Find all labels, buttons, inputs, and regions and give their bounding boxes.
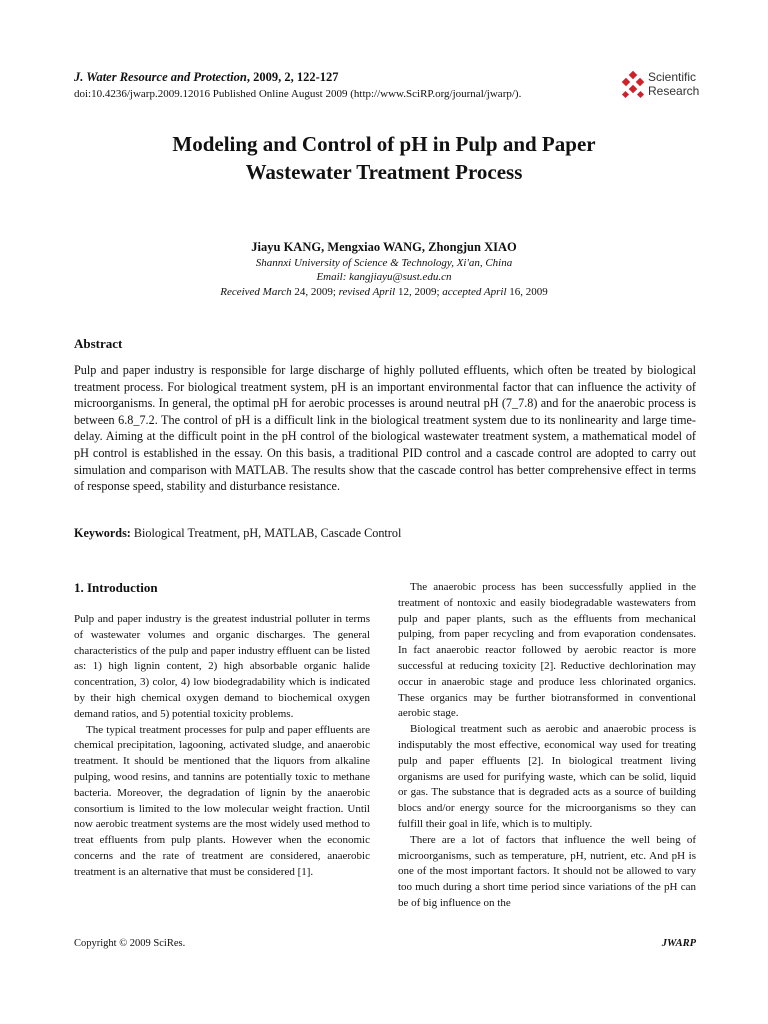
email: Email: kangjiayu@sust.edu.cn [316,271,452,283]
paragraph: There are a lot of factors that influence the well being of microorganisms, such as temperature, pH, nutrient, etc. And pH is one of the most important factors. It should not be allowed to vary too much during a short time period since variations of the pH can be of big influence on the [398,833,696,909]
title-line-1: Modeling and Control of pH in Pulp and Paper [172,132,596,156]
paragraph: Biological treatment such as aerobic and anaerobic process is indisputably the most effective, economical way used for treating pulp and paper effluents [2]. In biological treatment living organisms are used for purifying waste, which can be solid, liquid or gas. The substance that is degraded acts as a source of building blocs and/or energy source for the microorganisms so they can fulfill their goal in life, which is to multiply. [398,723,696,830]
right-column [398,580,696,912]
keywords-label: Keywords: [74,526,131,540]
paragraph: The anaerobic process has been successfully applied in the treatment of nontoxic and easily biodegradable wastewaters from pulp and paper plants, such as the effluents from mechanical pulping, from paper recycling and from evaporation condensates. In fact anaerobic reactor followed by aerobic reactor is more successful at reducing toxicity [2]. Reductive dechlorination may occur in anaerobic stage and produce less chlorinated organics. These organics may be further biotransformed in conventional aerobic stage. [398,581,696,720]
scientific-research-logo [620,70,710,102]
abstract-body: Pulp and paper industry is responsible for large discharge of highly polluted effluents, which often be treated by biological treatment process. For biological treatment system, pH is an important environmental factor that can influence the activity of microorganisms. In general, the optimal pH for aerobic processes is around neutral pH (7_7.8) and for the anaerobic process is between 6.8_7.2. The control of pH is a difficult link in the biological treatment system due to its nonlinearity and large time-delay. Aiming at the difficult point in the pH control of the biological wastewater treatment system, a mathematical model of pH control is established in the essay. On this basis, a traditional PID control and a cascade control are adopted to carry out simulation and comparison with MATLAB. The results show that the cascade control has better comprehensive effect in terms of response speed, stability and disturbance resistance. [74,363,696,494]
keywords [74,526,401,541]
received-dates [40,286,728,298]
logo-text [648,70,699,98]
keywords-list: Biological Treatment, pH, MATLAB, Cascade Control [130,526,402,540]
title-line-2: Wastewater Treatment Process [245,160,523,184]
accepted-label: accepted April [442,286,507,298]
copyright: Copyright © 2009 SciRes. [74,938,186,949]
received-label: Received March [220,286,292,298]
journal-abbreviation: JWARP [661,938,696,949]
doi-line: doi:10.4236/jwarp.2009.12016 Published Online August 2009 (http://www.SciRP.org/journal/jwarp/). [74,88,522,100]
authors: Jiayu KANG, Mengxiao WANG, Zhongjun XIAO [251,240,517,254]
logo-line-2: Research [648,84,700,98]
logo-mark-icon [620,70,646,100]
paper-title [40,130,728,186]
journal-name: J. Water Resource and Protection [74,70,247,84]
revised-label: revised April [338,286,396,298]
logo-line-1: Scientific [648,70,697,84]
journal-citation [74,70,338,85]
revised-date: 12, 2009; [395,286,443,298]
section-heading-introduction: 1. Introduction [74,580,158,595]
paragraph: The typical treatment processes for pulp and paper effluents are chemical precipitation, lagooning, activated sludge, and anaerobic treatment. It should be mentioned that the liquors from alkaline pulping, wood resins, and tannins are potentially toxic to methane bacteria. Moreover, the degradation of lignin by the anaerobic consortium is limited to the low molecular weight fraction. Until now aerobic treatment systems are the most widely used method to treat effluents from pulp plants. However when the economic concerns and the rate of treatment are considered, anaerobic treatment is an alternative that must be considered [1]. [74,723,370,878]
paragraph: Pulp and paper industry is the greatest industrial polluter in terms of wastewater volumes and organic discharges. The general characteristics of the pulp and paper industry effluent can be listed as: 1) high lignin content, 2) high absorbable organic halide concentration, 3) color, 4) low biodegradability which is indicated by their high chemical oxygen demand to biochemical oxygen demand ratios, and 5) potential toxicity problems. [74,613,370,720]
accepted-date: 16, 2009 [506,286,548,298]
received-date: 24, 2009; [291,286,339,298]
journal-issue: , 2009, 2, 122-127 [246,70,339,84]
left-column [74,612,370,881]
abstract-heading: Abstract [74,336,123,351]
affiliation: Shannxi University of Science & Technology, Xi'an, China [255,257,513,269]
